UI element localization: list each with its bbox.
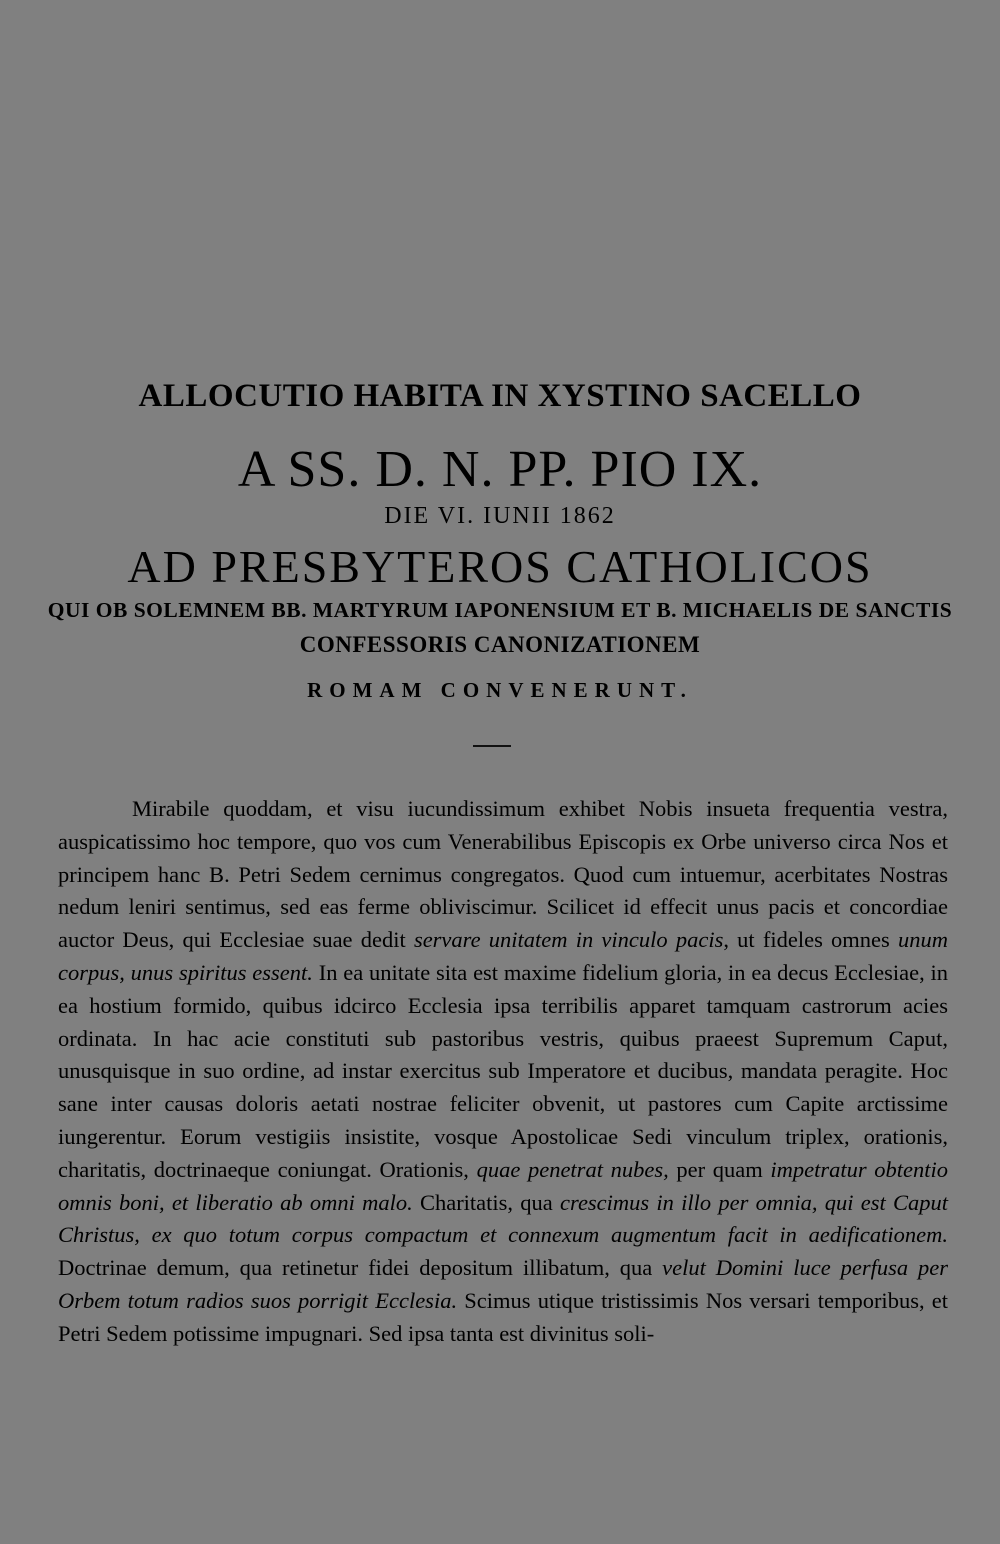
italic-quote: servare unitatem in vinculo pacis xyxy=(413,927,724,953)
heading-canonization: CONFESSORIS CANONIZATIONEM xyxy=(299,632,701,657)
heading-occasion: QUI OB SOLEMNEM BB. MARTYRUM IAPONENSIUM ET B. MICHAELIS DE SANCTIS xyxy=(47,598,953,622)
text-segment: Charitatis, qua xyxy=(412,1189,561,1215)
text-segment: , ut fideles omnes xyxy=(723,927,898,953)
italic-quote: impetratur obtentio omnis boni, et liberatio ab omni malo. xyxy=(58,1156,948,1215)
text-segment: Doctrinae demum, qua retinetur fidei depositum illibatum, qua xyxy=(58,1255,663,1281)
text-segment: Scimus utique tristissimis Nos versari temporibus, et Petri Sedem potissime impugnari. Sed ipsa tanta est divinitus soli- xyxy=(58,1287,948,1346)
section-divider xyxy=(473,745,511,747)
italic-quote: unum corpus, unus spiritus essent. xyxy=(58,927,948,985)
italic-quote: crescimus in illo per omnia, qui est Caput Christus, ex quo totum corpus compactum et connexum augmentum facit in aedificationem. xyxy=(58,1189,948,1248)
heading-allocutio: ALLOCUTIO HABITA IN XYSTINO SACELLO xyxy=(138,378,862,414)
text-segment: per quam xyxy=(668,1156,771,1182)
italic-quote: velut Domini luce perfusa per Orbem totum radios suos porrigit Ecclesia. xyxy=(58,1255,948,1313)
heading-convenerunt: ROMAM CONVENERUNT. xyxy=(307,678,693,702)
italic-quote: quae penetrat nubes, xyxy=(476,1156,669,1182)
heading-presbyteros: AD PRESBYTEROS CATHOLICOS xyxy=(127,541,873,592)
text-segment: Mirabile quoddam, et visu iucundissimum exhibet Nobis insueta frequentia vestra, auspicatissimo hoc tempore, quo vos cum Venerabilibus Episcopis ex Orbe universo circa Nos et principem hanc B. Petri Sedem cernimus congregatos. Quod cum intuemur, acerbitates Nostras nedum leniri sentimus, sed eas ferme obliviscimur. Scilicet id effecit unus pacis et concordiae auctor Deus, qui Ecclesiae suae dedit xyxy=(58,796,948,953)
text-segment: In ea unitate sita est maxime fidelium gloria, in ea decus Ecclesiae, in ea hostium formido, quibus idcirco Ecclesia ipsa terribilis apparet tamquam castrorum acies ordinata. In hac acie constituti sub pastoribus vestris, quibus praeest Supremum Caput, unusquisque in suo ordine, ad instar exercitus sub Imperatore et ducibus, mandata peragite. Hoc sane inter causas doloris aetati nostrae feliciter obvenit, ut pastores cum Capite arctissime iungerentur. Eorum vestigiis insistite, vosque Apostolicae Sedi vinculum triplex, orationis, charitatis, doctrinaeque coniungat. Orationis, xyxy=(58,959,949,1182)
heading-pope: A SS. D. N. PP. PIO IX. xyxy=(237,441,763,498)
body-paragraph xyxy=(58,793,948,1351)
heading-date: DIE VI. IUNII 1862 xyxy=(384,503,616,529)
